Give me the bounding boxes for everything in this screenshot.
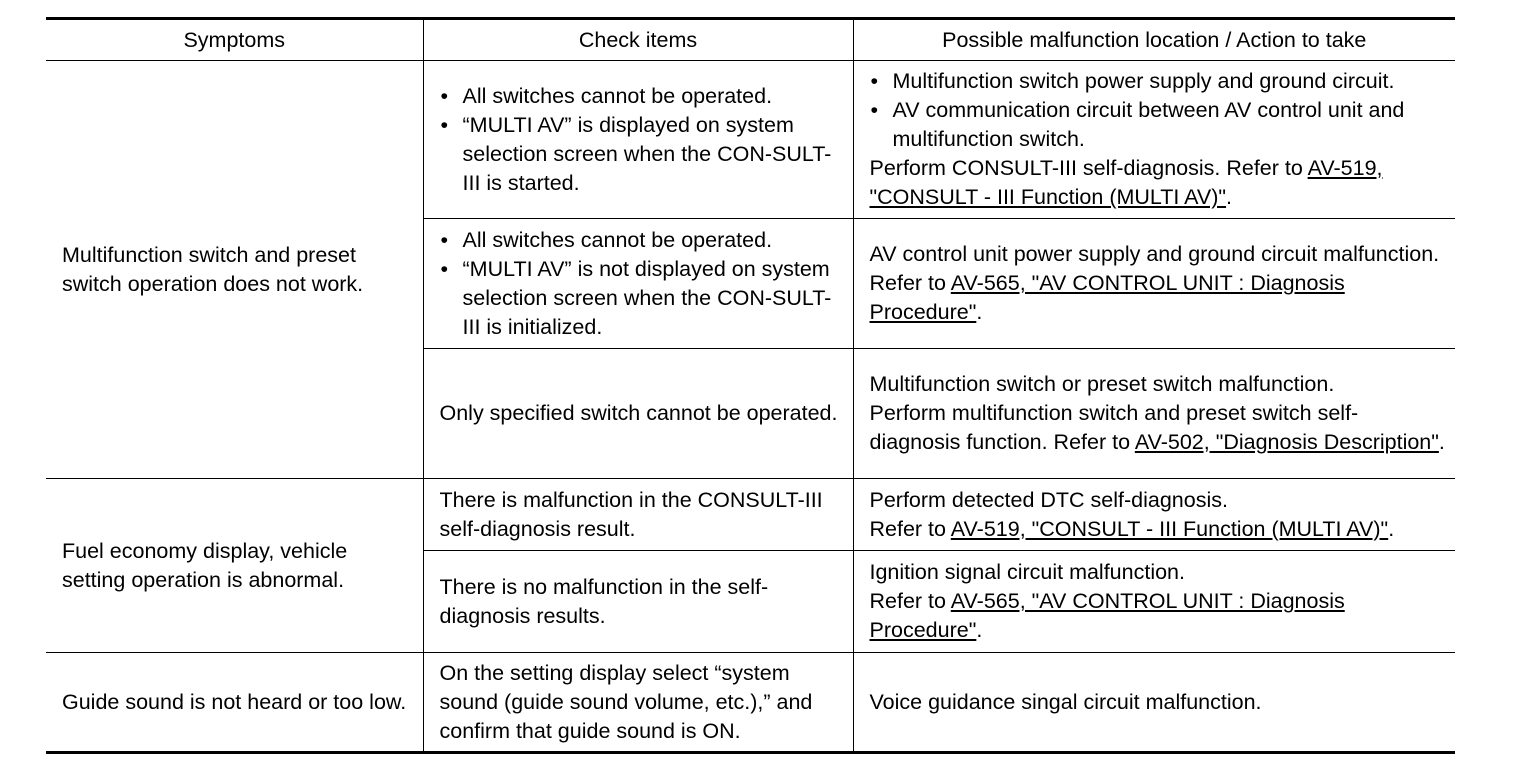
- reference-link[interactable]: AV-502, "Diagnosis Description": [1134, 430, 1439, 454]
- header-check-items: Check items: [423, 19, 853, 61]
- reference-link[interactable]: AV-519, "CONSULT - III Function (MULTI AV)": [950, 516, 1389, 541]
- table-row: [46, 653, 1455, 753]
- action-line: Perform detected DTC self-diagnosis.: [869, 487, 1228, 512]
- action-line: Ignition signal circuit malfunction.: [869, 560, 1185, 584]
- symptom-cell: Fuel economy display, vehicle setting operation is abnormal.: [46, 479, 423, 653]
- action-cell: [853, 219, 1455, 349]
- table-row: [46, 479, 1455, 551]
- check-item: • All switches cannot be operated.: [440, 226, 845, 255]
- header-row: [46, 19, 1455, 61]
- header-action: Possible malfunction location / Action to take: [853, 19, 1455, 61]
- action-cell: [853, 61, 1455, 219]
- check-item: • All switches cannot be operated.: [440, 82, 845, 111]
- check-item: • “MULTI AV” is displayed on system selection screen when the CON-SULT-III is started.: [440, 111, 845, 198]
- action-cell: [853, 551, 1455, 653]
- check-cell: There is malfunction in the CONSULT-III self-diagnosis result.: [423, 479, 853, 551]
- action-line: Multifunction switch or preset switch malfunction.: [869, 372, 1335, 396]
- action-item: • Multifunction switch power supply and ground circuit.: [870, 67, 1448, 96]
- check-cell: On the setting display select “system sound (guide sound volume, etc.),” and confirm that guide sound is ON.: [423, 653, 853, 753]
- action-item: • AV communication circuit between AV control unit and multifunction switch.: [870, 96, 1448, 154]
- action-cell: [853, 349, 1455, 479]
- table-row: [46, 61, 1455, 219]
- action-cell: [853, 479, 1455, 551]
- action-cell: Voice guidance singal circuit malfunction.: [853, 653, 1455, 753]
- action-text: Refer to AV-565, "AV CONTROL UNIT : Diagnosis Procedure".: [869, 589, 1345, 642]
- reference-link[interactable]: AV-519, "CONSULT - III Function (MULTI AV)": [869, 156, 1383, 209]
- symptom-cell: Guide sound is not heard or too low.: [46, 653, 423, 753]
- symptom-table: [46, 17, 1455, 754]
- check-cell: There is no malfunction in the self-diagnosis results.: [423, 551, 853, 653]
- reference-link[interactable]: AV-565, "AV CONTROL UNIT : Diagnosis Procedure": [869, 589, 1345, 642]
- check-cell: [423, 61, 853, 219]
- check-cell: Only specified switch cannot be operated.: [423, 349, 853, 479]
- action-text: AV control unit power supply and ground circuit malfunction. Refer to AV-565, "AV CONTROL UNIT : Diagnosis Procedure".: [869, 242, 1440, 324]
- check-item: • “MULTI AV” is not displayed on system selection screen when the CON-SULT-III is initialized.: [440, 255, 845, 342]
- reference-link[interactable]: AV-565, "AV CONTROL UNIT : Diagnosis Procedure": [869, 271, 1345, 324]
- action-text: Refer to AV-519, "CONSULT - III Function (MULTI AV)".: [869, 516, 1395, 541]
- action-text: Perform multifunction switch and preset switch self-diagnosis function. Refer to AV-502, "Diagnosis Description".: [869, 401, 1445, 454]
- symptom-cell: Multifunction switch and preset switch operation does not work.: [46, 61, 423, 479]
- check-cell: [423, 219, 853, 349]
- action-text: Perform CONSULT-III self-diagnosis. Refer to AV-519, "CONSULT - III Function (MULTI AV)".: [869, 156, 1383, 209]
- header-symptoms: Symptoms: [46, 19, 423, 61]
